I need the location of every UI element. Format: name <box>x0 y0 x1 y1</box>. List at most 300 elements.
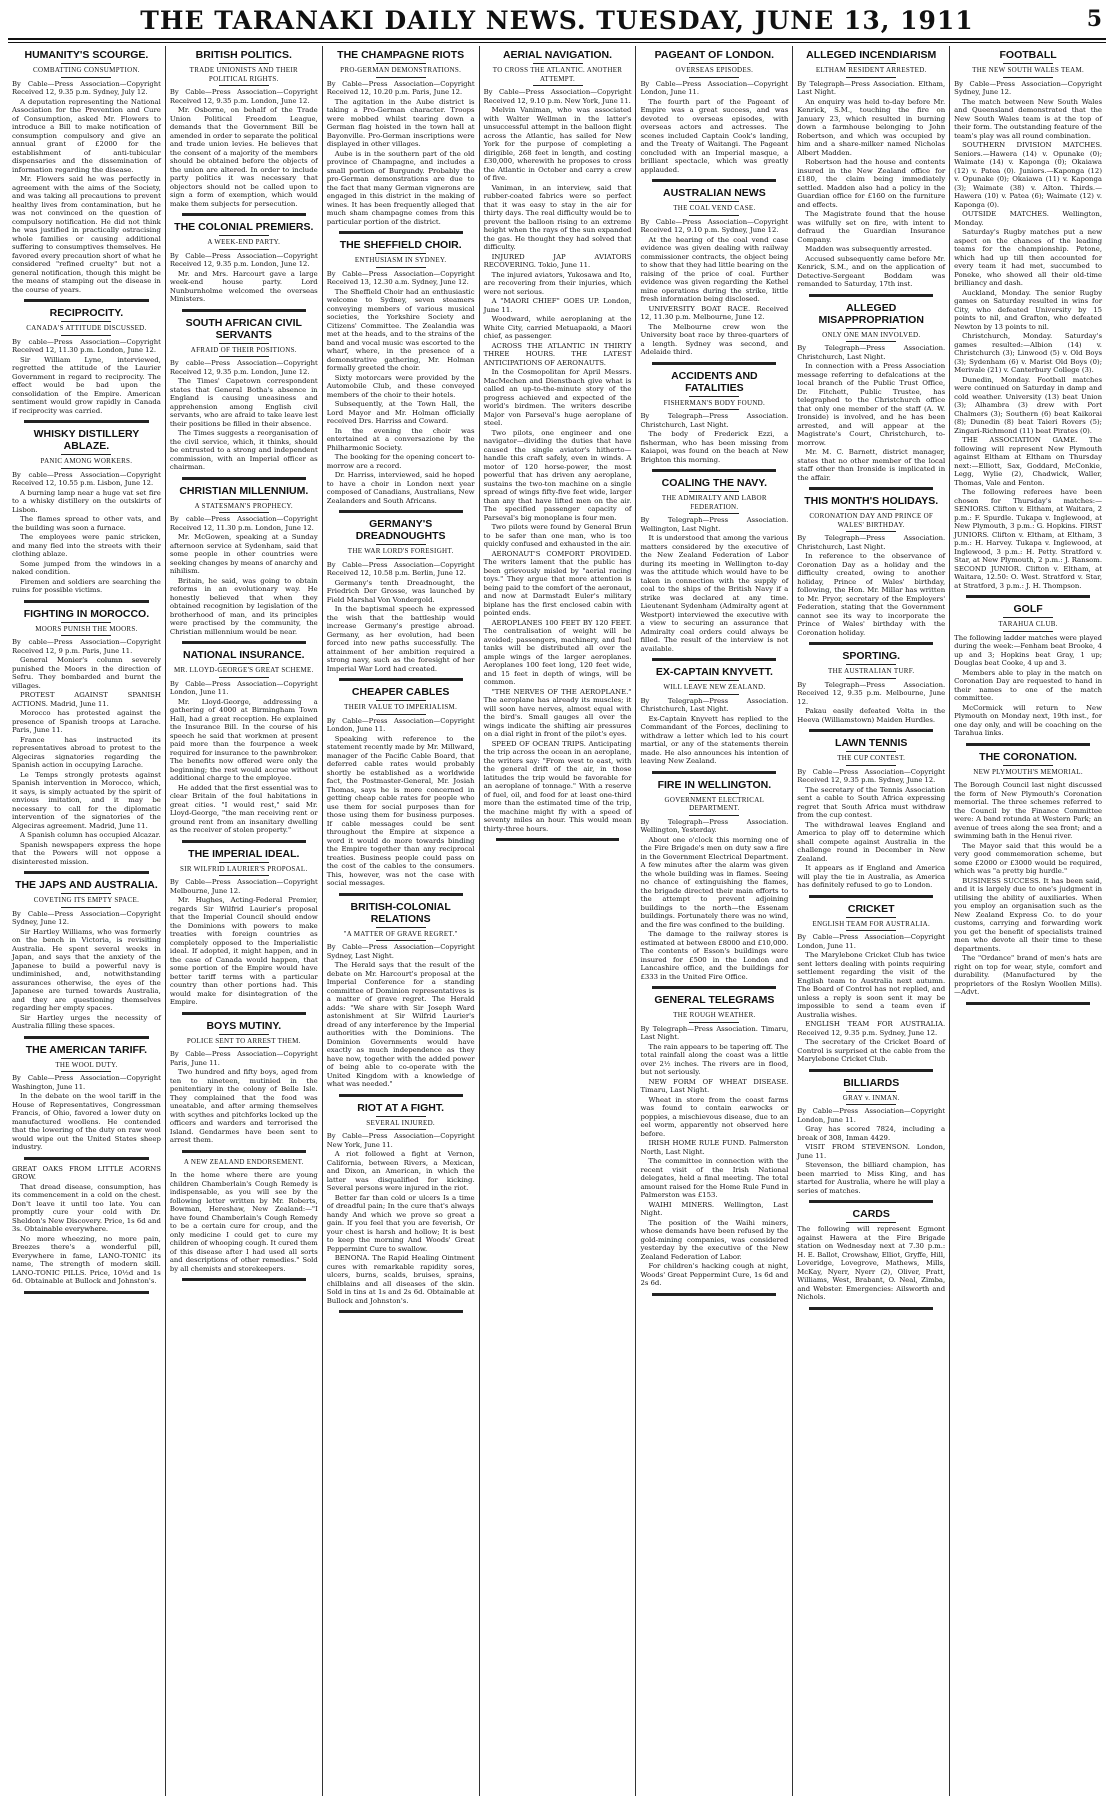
article <box>954 603 1102 738</box>
article-paragraph: In the debate on the wool tariff in the House of Representatives, Congressman Francis, of Ohio, favored a lower duty on manufactured woollens. He contended that the lowering of the duty on raw wool would wipe out the United States sheep industry. <box>12 1092 161 1151</box>
article <box>797 737 945 890</box>
article-headline: THE SHEFFIELD CHOIR. <box>339 239 462 251</box>
article-headline: AERIAL NAVIGATION. <box>502 49 613 61</box>
headline-rule <box>846 63 896 64</box>
dateline: By Telegraph—Press Association. Wellington, Yesterday. <box>640 817 789 834</box>
article-paragraph: The committee in connection with the recent visit of the Irish National delegates, held a final meeting. The total amount raised for the Home Rule Fund in Palmerston was £153. <box>640 1157 789 1199</box>
article-paragraph: Stevenson, the billiard champion, has been married to Miss King, and has started for Australia, where he will play a series of matches. <box>797 1161 946 1195</box>
article-paragraph: For children's hacking cough at night, Woods' Great Peppermint Cure, 1s 6d and 2s 6d. <box>640 1262 789 1287</box>
newspaper-columns <box>8 46 1106 1796</box>
article-paragraph: Dunedin, Monday. Football matches were continued on Saturday in damp and cold weather. University (13) beat Union (3); Alhambra (3) drew with Port Chalmers (3); Southern (6) beat Kaikorai (8); Dunedin (8) beat Taieri Rovers (5); Zingari-Richmond (11) beat Pirates (0). <box>954 375 1103 435</box>
headline-rule <box>1003 617 1053 618</box>
article-paragraph: Dr. Harriss, interviewed, said he hoped to have a choir in London next year composed of Canadians, Australians, New Zealanders and South Africans. <box>326 471 475 505</box>
article-paragraph: Mr. and Mrs. Harcourt gave a large week-end house party. Lord Nunburnholme welcomed the overseas Ministers. <box>169 269 318 303</box>
article-subheading: A NEW ZEALAND ENDORSEMENT. <box>183 1157 304 1166</box>
article-paragraph: Woodward, while aeroplaning at the White City, carried Metuapaoki, a Maori chief, as passenger. <box>483 315 632 340</box>
subheading-rule <box>61 335 111 336</box>
subheading-rule <box>219 85 269 86</box>
article-paragraph: Members able to play in the match on Coronation Day are requested to hand in their names to one of the match committee. <box>954 668 1103 702</box>
masthead-rule <box>8 38 1106 40</box>
article-subheading: PRO-GERMAN DEMONSTRATIONS. <box>340 66 462 74</box>
dateline: The following will represent Egmont against Hawera at the Fire Brigade station on Wednesday next at 7.30 p.m.: H. E. Ballot, Crowshaw, Elliot, Gryffe, Hill, Loveridge, Lovegrove, Mathews, Mills, McKay, Nyerr, Nyerr (2), Oliver, Pratt, Williams, West, Brabant, O. Neal, Zimba, and Webster. Emergencies: Ailsworth and Nichols. <box>797 1225 946 1301</box>
article-paragraph: Mr. Lloyd-George, addressing a gathering of 4000 at Birmingham Town Hall, had a great reception. He explained the Insurance Bill. In the course of his speech he said that workmen at present paid more than the fourpence a week required for insurance to the pawnbroker. The benefits now offered were only the beginning; the rest would accrue without additional charge to the employee. <box>169 697 318 782</box>
headline-rule <box>689 793 739 794</box>
article <box>797 302 945 483</box>
dateline: By Cable—Press Association—Copyright London, June 11. <box>797 933 946 950</box>
headline-rule <box>1003 63 1053 64</box>
article-paragraph: BENONA. The Rapid Healing Ointment cures with remarkable rapidity sores, ulcers, burns, scalds, bruises, sprains, chilblains and all diseases of the skin. Sold in tins at 1s and 2s 6d. Obtainable at Bullock and Johnston's. <box>326 1254 475 1305</box>
headline-rule <box>689 491 739 492</box>
article-subheading: SIR WILFRID LAURIER'S PROPOSAL. <box>180 864 308 873</box>
article-divider <box>24 299 149 302</box>
headline-rule <box>61 1058 111 1059</box>
article-paragraph: The secretary of the Cricket Board of Control is surprised at the cable from the Marylebone Cricket Club. <box>797 1038 946 1063</box>
subheading-rule <box>376 267 426 268</box>
article <box>327 518 475 673</box>
headline-rule <box>689 396 739 397</box>
article <box>797 1077 945 1196</box>
article-paragraph: Vaniman, in an interview, said that rubber-coated fabrics were so perfect that it was easy to stay in the air for thirty days. The real difficulty would be to prevent the balloon rising to an extreme height when the rays of the sun expanded the gas. He thought they had solved that difficulty. <box>483 183 632 251</box>
dateline: By Cable—Press Association—Copyright Paris, June 11. <box>169 1050 318 1067</box>
article-subheading: POLICE SENT TO ARREST THEM. <box>186 1036 301 1045</box>
article-paragraph: Accused subsequently came before Mr. Kenrick, S.M., and on the application of Detective-Sergeant Boddam was remanded to Saturday, 17th inst. <box>797 254 946 288</box>
dateline: By Cable—Press Association—Copyright Sydney, June 12. <box>954 79 1103 96</box>
article-subheading: TRADE UNIONISTS AND THEIR POLITICAL RIGHTS. <box>189 66 298 83</box>
article-paragraph: The rain appears to be tapering off. The total rainfall along the coast was a little over 2½ inches. The rivers are in flood, but not seriously. <box>640 1042 789 1076</box>
article-divider <box>652 362 776 365</box>
article-subheading: ELTHAM RESIDENT ARRESTED. <box>815 66 927 74</box>
headline-rule <box>846 328 896 329</box>
dateline: By Cable—Press Association—Copyright London, June 11. <box>169 679 318 696</box>
article-paragraph: Le Temps strongly protests against Spanish intervention in Morocco, which, it says, is simply actuated by the spirit of envious imitation, and it may be necessary to call for the diplomatic intervention of the signatories of the Algeciras agreement. Madrid, June 11. <box>12 770 161 830</box>
subheading-rule <box>846 930 896 931</box>
article-divider <box>24 1291 149 1294</box>
article-subheading: THE WAR LORD'S FORESIGHT. <box>347 547 454 555</box>
dateline: GREAT OAKS FROM LITTLE ACORNS GROW. <box>12 1164 161 1181</box>
article <box>797 49 945 289</box>
subheading-rule <box>1003 77 1053 78</box>
headline-rule <box>846 751 896 752</box>
subheading-rule <box>376 940 426 941</box>
article-divider <box>24 1157 149 1160</box>
article-headline: BRITISH POLITICS. <box>195 49 292 61</box>
article-headline: THE AMERICAN TARIFF. <box>25 1043 148 1056</box>
headline-rule <box>376 544 426 545</box>
article-subheading: "A MATTER OF GRAVE REGRET." <box>343 929 458 938</box>
dateline: By Telegraph—Press Association. Wellington, Last Night. <box>640 516 789 533</box>
article-paragraph: Sir Hartley Williams, who was formerly on the bench in Victoria, is revisiting Australia. He spent several weeks in Japan, and says that the anxiety of the Japanese to build a powerful navy is undiminished, and, notwithstanding assurances otherwise, the eyes of the Japanese are turned towards Australia, and they are questioning themselves regarding her empty spaces. <box>12 927 161 1012</box>
dateline: By Cable—Press Association—Copyright London, June 11. <box>797 1107 946 1124</box>
article-paragraph: Pakau easily defeated Volta in the Heeva (Williamstown) Maiden Hurdles. <box>797 707 946 724</box>
article-subheading: GRAY v. INMAN. <box>842 1093 900 1102</box>
article-headline: THIS MONTH'S HOLIDAYS. <box>804 495 939 507</box>
article <box>170 317 318 472</box>
article <box>327 686 475 888</box>
article-paragraph: The position of the Waihi miners, whose demands have been refused by the gold-mining companies, was considered yesterday by the executive of the New Zealand Federation of Labor. <box>640 1218 789 1261</box>
subheading-rule <box>846 1104 896 1105</box>
dateline: By Telegraph—Press Association. Timaru, Last Night. <box>640 1024 789 1041</box>
column-5 <box>635 46 792 1796</box>
dateline: By Cable—Press Association—Copyright Sydney, June 12. <box>12 909 161 926</box>
article <box>797 903 945 1064</box>
article-subheading: CANADA'S ATTITUDE DISCUSSED. <box>26 324 147 332</box>
article-subheading: WILL LEAVE NEW ZEALAND. <box>663 683 766 691</box>
article-headline: WHISKY DISTILLERY ABLAZE. <box>33 428 140 452</box>
article-paragraph: The employees were panic stricken, and many fled into the streets with their clothing ablaze. <box>12 533 161 558</box>
subheading-rule <box>689 77 739 78</box>
article-subheading: SEVERAL INJURED. <box>366 1118 435 1127</box>
article-paragraph: AEROPLANES 100 FEET BY 120 FEET. The centralisation of weight will be avoided; passengers, machinery, and fuel tanks will be distributed all over the ample wings of the larger aeroplanes. Aeroplanes 100 feet long, 120 feet wide, and 15 feet in depth of wings, will be common. <box>483 618 632 686</box>
article-paragraph: THE ASSOCIATION GAME. The following will represent New Plymouth against Eltham at Eltham on Thursday next:—Elliott, Sax, Goddard, McConkie, Legg, Wylie (2), Chadwick, Waller, Thomas, Vale and Fenton. <box>954 436 1103 487</box>
article-subheading: COMBATTING CONSUMPTION. <box>33 66 140 74</box>
article-divider <box>809 729 933 732</box>
headline-rule <box>376 253 426 254</box>
article-subheading: THE COAL VEND CASE. <box>673 204 756 212</box>
article-headline: CHRISTIAN MILLENNIUM. <box>179 484 309 497</box>
article-paragraph: Sixty motorcars were provided by the Automobile Club, and these conveyed members of the choir to their hotels. <box>326 373 475 399</box>
article-paragraph: Gray has scored 7824, including a break of 308, Inman 4429. <box>797 1125 946 1142</box>
article-paragraph: Two hundred and fifty boys, aged from ten to nineteen, mutinied in the penitentiary in the colony of Belle Isle. They complained that the food was uneatable, and after arming themselves with scythes and pitchforks locked up the officers and warders and terrorised the Island. Gendarmes have been sent to arrest them. <box>169 1068 318 1144</box>
dateline: By Cable—Press Association—Copyright Received 12, 10.58 p.m. Berlin, June 12. <box>326 560 475 577</box>
article-paragraph: Firemen and soldiers are searching the ruins for possible victims. <box>12 577 161 594</box>
dateline: By Telegraph—Press Association. Christchurch, Last Night. <box>640 412 789 429</box>
article-paragraph: France has instructed its representatives abroad to protest to the Algeciras signatories regarding the Spanish action in occupying Larache. <box>12 735 161 769</box>
article-headline: THE CORONATION. <box>979 750 1077 763</box>
article <box>797 1208 945 1302</box>
column-1 <box>8 46 165 1796</box>
article-paragraph: Aube is in the southern part of the old province of Champagne, and includes a small portion of Burgundy. Probably the pro-German demonstrations are due to the fact that many German vignerons are engaged in this district in the making of wines. It has been frequently alleged that much sham champagne comes from this particular portion of the district. <box>326 149 475 226</box>
article-paragraph: Speaking with reference to the statement recently made by Mr. Millward, manager of the Pacific Cable Board, that deferred cable rates would probably shortly be established as a worldwide fact, the Postmaster-General, Mr. Josiah Thomas, says he is more concerned in getting cheap cable rates for people who use them for social purposes than for those using them for business purposes. If cable messages could be sent throughout the Empire at sixpence a word it would do more towards binding the Empire together than any reciprocal treaties. Business people could pass on the cost of the cables to the consumers. This, however, was not the case with social messages. <box>326 734 475 887</box>
dateline: By cable—Press Association—Copyright Received 12, 11.30 p.m. London, June 12. <box>12 337 161 354</box>
article-paragraph: AERONAUT'S COMFORT PROVIDED. The writers lament that the public has been grievously misled by "aerial racing toys." They argue that more attention is being paid to the comfort of the aeronaut, and now at Darmstadt Euler's military biplane has the first enclosed cabin with pointed ends. <box>483 549 632 617</box>
headline-rule <box>689 680 739 681</box>
dateline: By Cable—Press Association—Copyright Received 12, 9.10 p.m. New York, June 11. <box>483 88 632 105</box>
dateline: By Telegraph—Press Association. Christchurch, Last Night. <box>640 696 789 713</box>
article-divider <box>809 895 933 898</box>
article <box>12 879 161 1031</box>
dateline: By Cable—Press Association—Copyright Sydney, Last Night. <box>326 943 475 960</box>
subheading-rule <box>376 77 426 78</box>
article-subheading: ENTHUSIASM IN SYDNEY. <box>354 256 447 264</box>
article-divider <box>496 838 620 841</box>
article-paragraph: In the Cosmopolitan for April Messrs. MacMechen and Dienstbach give what is called an up-to-the-minute story of the progress achieved and expected of the world's birdmen. The writers describe Major von Parseval's huge aeroplane of steel. <box>483 368 632 427</box>
dateline: By Cable—Press Association—Copyright New York, June 11. <box>326 1132 475 1149</box>
article-headline: GENERAL TELEGRAMS <box>654 994 775 1006</box>
subheading-rule <box>689 215 739 216</box>
subheading-rule <box>219 677 269 678</box>
subheading-rule <box>689 409 739 410</box>
masthead-rule-thin <box>8 42 1106 43</box>
article-paragraph: The secretary of the Tennis Association sent a cable to South Africa expressing regret that South Africa must withdraw from the cup contest. <box>797 785 946 819</box>
dateline: By Cable—Press Association—Copyright London, June 11. <box>326 716 475 733</box>
article <box>797 650 945 724</box>
headline-rule <box>846 917 896 918</box>
headline-rule <box>689 1008 739 1009</box>
article-subheading: TO CROSS THE ATLANTIC. ANOTHER ATTEMPT. <box>492 66 623 83</box>
article-headline: FOOTBALL <box>999 49 1057 61</box>
article-divider <box>652 179 776 182</box>
subheading-rule <box>219 1168 269 1169</box>
dateline: In the home where there are young children Chamberlain's Cough Remedy is indispensable, as you will see by the following letter written by Mr. Roberts, Bowman, Hereshaw, New Zealand:—"I have found Chamberlain's Cough Remedy to be a certain cure for croup, and the only medicine I could get to cure my children of whooping cough. It cured them of this disease after I had used all sorts and descriptions of other remedies." Sold by all chemists and storekeepers. <box>169 1171 318 1273</box>
article-paragraph: Mr. Osborne, on behalf of the Trade Union Political Freedom League, demands that the Government Bill be amended in order to separate the political and trade union levies. He believes that the consent of a majority of the members should be obtained before the objects of the union are altered. In order to include party politics it was necessary that objectors should not be called upon to sign a form of exemption, which would make them subjects for persecution. <box>169 106 318 208</box>
article <box>327 1102 475 1306</box>
article-paragraph: Mr. M. C. Barnett, district manager, states that no other member of the local staff other than Ironside is implicated in the affair. <box>797 448 946 482</box>
article-divider <box>652 986 776 989</box>
article-headline: SOUTH AFRICAN CIVIL SERVANTS <box>185 316 302 341</box>
article-headline: ACCIDENTS AND FATALITIES <box>671 369 758 394</box>
dateline: By Cable—Press Association—Copyright Received 12, 9.35 p.m. London, June 12. <box>169 251 318 268</box>
article-paragraph: Sir William Lyne, interviewed, regretted the attitude of the Laurier Government in regard to reciprocity. The effect would be bad upon the consolidation of the Empire. American sentiment would grow rapidly in Canada if reciprocity was carried. <box>12 355 161 415</box>
headline-rule <box>376 63 426 64</box>
article-paragraph: Two pilots were found by General Brun to be safer than one man, who is too quickly confused and exhausted in the air. <box>483 523 632 548</box>
article-divider <box>966 595 1090 598</box>
article <box>640 666 788 766</box>
article <box>640 49 788 174</box>
article <box>170 485 318 637</box>
article <box>170 848 318 1007</box>
article-paragraph: It is understood that among the various matters considered by the executive of the New Zealand Federation of Labor during its meeting in Wellington to-day was the attitude which would have to be taken in connection with the supply of coal to the ships of the British Navy if a strike was declared at any time. Lieutenant Sydenham (Admiralty agent at Westport) interviewed the executive with a view to securing an assurance that Admiralty coal orders could always be filled. The result of the interview is not available. <box>640 534 789 653</box>
article-divider <box>652 469 776 472</box>
article <box>170 49 318 208</box>
article-divider <box>966 1002 1090 1005</box>
headline-rule <box>61 893 111 894</box>
article <box>170 649 318 835</box>
column-2 <box>165 46 322 1796</box>
article-paragraph: The fourth part of the Pageant of Empire was a great success, and was devoted to overseas episodes, with overseas actors and actresses. The scenes included Captain Cook's landing, and the Treaty of Waitangi. The Pageant concluded with an Imperial masque, a brilliant spectacle, which was greatly applauded. <box>640 97 789 174</box>
subheading-rule <box>61 907 111 908</box>
article-paragraph: Melvin Vaniman, who was associated with Walter Wellman in the latter's unsuccessful attempt in the balloon flight across the Atlantic, has sailed for New York for the purpose of completing a dirigible, 268 feet in length, and costing £30,000, wherewith he proposes to cross the Atlantic in October and carry a crew of five. <box>483 106 632 182</box>
article-divider <box>339 231 463 234</box>
article-paragraph: The body of Frederick Ezzi, a fisherman, who has been missing from Kaiapoi, was found on the beach at New Brighton this morning. <box>640 430 789 464</box>
headline-rule <box>61 454 111 455</box>
article-divider <box>339 678 463 681</box>
article-subheading: A WEEK-END PARTY. <box>207 238 281 246</box>
article-paragraph: The flames spread to other vats, and the building was soon a furnace. <box>12 515 161 532</box>
article-headline: CARDS <box>852 1208 890 1220</box>
article-paragraph: BUSINESS SUCCESS. It has been said, and it is largely due to one's judgment in utilising the ability of auxiliaries. When you employ an organisation such as the New Zealand Express Co. to do your customs, carrying and forwarding work you get the benefit of specialists trained men who devote all their time to these departments. <box>954 876 1103 953</box>
article-subheading: THE WOOL DUTY. <box>55 1060 118 1069</box>
subheading-rule <box>376 714 426 715</box>
article-subheading: PANIC AMONG WORKERS. <box>40 457 133 465</box>
article-headline: FIGHTING IN MOROCCO. <box>23 607 150 620</box>
dateline: By Cable—Press Association—Copyright Melbourne, June 12. <box>169 878 318 895</box>
article-paragraph: The booking for the opening concert to-morrow are a record. <box>326 453 475 470</box>
article-headline: ALLEGED MISAPPROPRIATION <box>818 301 924 326</box>
headline-rule <box>689 201 739 202</box>
dateline: By Cable—Press Association—Copyright Received 13, 12.30 a.m. Sydney, June 12. <box>326 269 475 286</box>
article <box>170 1158 318 1274</box>
article <box>12 428 161 595</box>
article <box>327 901 475 1089</box>
article <box>12 49 161 294</box>
headline-rule <box>219 663 269 664</box>
article-paragraph: INJURED JAP AVIATORS RECOVERING. Tokio, June 11. <box>483 252 632 269</box>
article-paragraph: A "MAORI CHIEF" GOES UP. London, June 11. <box>483 297 632 314</box>
column-3 <box>322 46 479 1796</box>
article-divider <box>809 642 933 645</box>
subheading-rule <box>376 1129 426 1130</box>
article-paragraph: About one o'clock this morning one of the Fire Brigade's men on duty saw a fire in the Government Electrical Department. A few minutes after the alarm was given the whole building was in flames. Seeing no chance of extinguishing the flames, the brigade directed their main efforts to the attempt to prevent adjoining buildings to the north—the Essenam buildings. Fortunately there was no wind, and the fire was confined to the building. <box>640 835 789 929</box>
article-paragraph: IRISH HOME RULE FUND. Palmerston North, Last Night. <box>640 1139 789 1156</box>
article-paragraph: That dread disease, consumption, has its commencement in a cold on the chest. Don't leave it until too late. You can promptly cure your cold with Dr. Sheldon's New Discovery. Price, 1s 6d and 3s. Obtainable everywhere. <box>12 1182 161 1233</box>
article-headline: COALING THE NAVY. <box>661 477 768 489</box>
article-divider <box>182 1150 306 1153</box>
article <box>12 608 161 867</box>
article-paragraph: The agitation in the Aube district is taking a Pro-German character. Troops were mobbed whilst tearing down a German flag hoisted in the town hall at Bayonville. Pro-German inscriptions were displayed in other villages. <box>326 97 475 148</box>
article-paragraph: PROTEST AGAINST SPANISH ACTIONS. Madrid, June 11. <box>12 691 161 708</box>
article-divider <box>182 840 306 843</box>
article-paragraph: The injured aviators, Yukosawa and Ito, are recovering from their injuries, which were not serious. <box>483 270 632 296</box>
headline-rule <box>61 63 111 64</box>
article-headline: BRITISH-COLONIAL RELATIONS <box>350 900 451 925</box>
article-subheading: FISHERMAN'S BODY FOUND. <box>663 398 766 407</box>
dateline: By cable—Press Association—Copyright Received 12, 10.55 p.m. Lisbon, June 12. <box>12 470 161 487</box>
article-headline: BILLIARDS <box>843 1076 900 1089</box>
subheading-rule <box>1003 631 1053 632</box>
article-headline: RIOT AT A FIGHT. <box>357 1101 444 1114</box>
article-subheading: AFRAID OF THEIR POSITIONS. <box>190 345 297 354</box>
headline-rule <box>846 1222 896 1223</box>
article-headline: THE JAPS AND AUSTRALIA. <box>15 879 158 891</box>
masthead <box>0 0 1114 40</box>
article <box>797 495 945 637</box>
headline-rule <box>846 664 896 665</box>
article-paragraph: OUTSIDE MATCHES. Wellington, Monday. <box>954 210 1103 227</box>
headline-rule <box>219 862 269 863</box>
dateline: By Cable—Press Association—Copyright Received 12, 9.35 p.m. Sydney, June 12. <box>797 767 946 784</box>
article-paragraph: A deputation representing the National Association for the Prevention and Cure of Consumption, asked Mr. Flowers to introduce a Bill to make notification of consumption compulsory and give an annual grant of £2000 for the establishment of anti-tubicular dispensaries and the dissemination of information regarding the disease. <box>12 97 161 174</box>
article-divider <box>339 510 463 513</box>
headline-rule <box>376 700 426 701</box>
article-divider <box>966 743 1090 746</box>
article <box>170 1020 318 1145</box>
headline-rule <box>219 343 269 344</box>
article-paragraph: "THE NERVES OF THE AEROPLANE." The aeroplane has already its muscles; it will soon have nerves, almost equal with the bird's. Small gauges all over the wings indicate the shifting air pressures on a dial right in front of the pilot's eyes. <box>483 687 632 738</box>
article-divider <box>24 600 149 603</box>
headline-rule <box>61 622 111 623</box>
article-paragraph: SPEED OF OCEAN TRIPS. Anticipating the trip across the ocean in an aeroplane, the writers say: "From west to east, with the general drift of the air, in those latitudes the trip would be favorable for an aeroplane of tonnage." With a reserve of fuel, oil, and food for at least one-third more than the estimated time of the trip, the machine might fly with a speed of seventy miles an hour. This would mean thirty-three hours. <box>483 739 632 833</box>
article-paragraph: An enquiry was held to-day before Mr. Kenrick, S.M., touching the fire on January 23, which resulted in burning down a farmhouse belonging to John Robertson, and which was occupied by him and a share-milker named Nicholas Albert Madden. <box>797 97 946 157</box>
article-paragraph: It appears as if England and America will play the tie in Australia, as America has definitely refused to go to London. <box>797 864 946 889</box>
article-paragraph: The Melbourne crew won the University boat race by three-quarters of a length. Sydney was second, and Adelaide third. <box>640 322 789 356</box>
subheading-rule <box>61 468 111 469</box>
article-paragraph: The Herald says that the result of the debate on Mr. Harcourt's proposal at the Imperial Conference for a standing committee of Dominion representatives is a matter of grave regret. The Herald adds: "We share with Sir Joseph Ward astonishment at Sir Wilfrid Laurier's dread of any interference by the Imperial authorities with the Dominions. The Dominion Governments would have exactly as much independence as they have now, together with the added power of being able to co-operate with the United Kingdom with a knowledge of what was needed." <box>326 961 475 1088</box>
article-paragraph: Morocco has protested against the presence of Spanish troops at Larache. Paris, June 11. <box>12 709 161 734</box>
article-divider <box>339 893 463 896</box>
article-divider <box>182 641 306 644</box>
article-headline: PAGEANT OF LONDON. <box>654 49 775 61</box>
article-headline: SPORTING. <box>842 650 901 662</box>
dateline: The Borough Council last night discussed the form of New Plymouth's Coronation memorial. The three schemes referred to the Council by the Finance Committee were: A band rotunda at Western Park; an avenue of trees along the sea front; and a swimming bath in the Henui river. <box>954 781 1103 840</box>
article-divider <box>809 1069 933 1072</box>
article-paragraph: Mr. Flowers said he was perfectly in agreement with the aims of the Society, and was taking all precautions to prevent healthy lives from contamination, but he was not convinced on the question of compulsory notification. He did not think he was justified in practically ostracising whole families or causing additional suffering to consumptives themselves. He favored every precaution short of what he considered "refined cruelty" but not a general notification, though this might be the means of stamping out the disease in the course of years. <box>12 175 161 294</box>
article-paragraph: Spanish newspapers express the hope that the Powers will not oppose a disinterested mission. <box>12 840 161 866</box>
article-subheading: THEIR VALUE TO IMPERIALISM. <box>344 703 458 711</box>
article-subheading: ONLY ONE MAN INVOLVED. <box>822 330 921 339</box>
article <box>640 994 788 1288</box>
article-paragraph: In connection with a Press Association message referring to defalcations at the local branch of the Public Trust Office, Dr. Fitchett, Public Trustee, has telegraphed to the Christchurch office that only one member of the staff (A. W. Ironside) is involved, and he has been arrested, and will appear at the Magistrate's Court, Christchurch, to-morrow. <box>797 362 946 447</box>
article-divider <box>809 1200 933 1203</box>
subheading-rule <box>1003 778 1053 779</box>
article-paragraph: ACROSS THE ATLANTIC IN THIRTY THREE HOURS. THE LATEST ANTICIPATIONS OF AERONAUTS. <box>483 341 632 367</box>
article-paragraph: General Monier's column severely punished the Moors in the direction of Sefru. They bombarded and burnt the villages. <box>12 656 161 690</box>
article-subheading: THE ROUGH WEATHER. <box>673 1011 756 1019</box>
dateline: By Cable—Press Association—Copyright Washington, June 11. <box>12 1074 161 1091</box>
article-paragraph: The withdrawal leaves England and America to play off to determine which shall compete against Australia in the challenge round in December in New Zealand. <box>797 820 946 863</box>
subheading-rule <box>846 77 896 78</box>
article-paragraph: In reference to the observance of Coronation Day as a holiday and the difficulty created, owing to another holiday, Prince of Wales' birthday, following, the Hon. Mr. Millar has written to Mr. Pryor, secretary of the Employers' Federation, stating that the Government cannot see its way to incorporate the Prince of Wales' birthday with the Coronation holiday. <box>797 552 946 637</box>
article-headline: GOLF <box>1013 603 1043 615</box>
column-7 <box>949 46 1106 1796</box>
article-paragraph: A Spanish column has occupied Alcazar. <box>20 831 161 839</box>
article-paragraph: A burning lamp near a huge vat set fire to a whisky distillery on the outskirts of Lisbon. <box>12 488 161 514</box>
article-subheading: THE ADMIRALTY AND LABOR FEDERATION. <box>661 494 767 511</box>
article-paragraph: The Mayor said that this would be a very good commemoration scheme, but some £2000 or £3000 would be required, which was "a pretty big hurdle." <box>954 841 1103 875</box>
article-paragraph: Robertson had the house and contents insured in the New Zealand office for £180, the claim being immediately settled. Madden also had a policy in the Guardian office for £160 on the furniture and effects. <box>797 158 946 209</box>
article-divider <box>809 1307 933 1310</box>
article-divider <box>652 658 776 661</box>
article-paragraph: NEW FORM OF WHEAT DISEASE. Timaru, Last Night. <box>640 1077 789 1094</box>
article-paragraph: Wheat in store from the coast farms was found to contain earwocks or poppies, a mischievous disease, due to an eel worm, apparently not observed here before. <box>640 1095 789 1138</box>
article-paragraph: The damage to the railway stores is estimated at between £8000 and £10,000. The contents of Esson's buildings were insured for £500 in the London and Lancashire office, and the buildings for £333 in the United Fire Office. <box>640 930 789 981</box>
headline-rule <box>219 235 269 236</box>
article-subheading: MOORS PUNISH THE MOORS. <box>35 624 138 633</box>
article-subheading: ENGLISH TEAM FOR AUSTRALIA. <box>812 919 931 928</box>
article-subheading: A STATESMAN'S PROPHECY. <box>194 501 293 510</box>
article-paragraph: ENGLISH TEAM FOR AUSTRALIA. Received 12, 9.35 p.m. Sydney, June 12. <box>797 1020 946 1037</box>
dateline: By Telegraph—Press Association. Received 12, 9.35 p.m. Melbourne, June 12. <box>797 680 946 706</box>
dateline: By cable—Press Association—Copyright Received 12, 9 p.m. Paris, June 11. <box>12 638 161 655</box>
article-subheading: MR. LLOYD-GEORGE'S GREAT SCHEME. <box>173 666 314 674</box>
dateline: By Telegraph—Press Association. Christchurch, Last Night. <box>797 344 946 361</box>
article-paragraph: Sir Hartley urges the necessity of Australia filling these spaces. <box>12 1013 161 1030</box>
article-headline: HUMANITY'S SCOURGE. <box>24 49 149 61</box>
article-paragraph: No more wheezing, no more pain, Breezes there's a wonderful pill, Everywhere in fame, LANO-TONIC its name, The strength of modern skill. LANO-TONIC PILLS. Price, 10½d and 1s 6d. Obtainable at Bullock and Johnston's. <box>12 1234 161 1285</box>
article-divider <box>182 1012 306 1015</box>
article <box>327 239 475 505</box>
article-headline: FIRE IN WELLINGTON. <box>657 778 772 791</box>
article-headline: RECIPROCITY. <box>49 307 124 319</box>
article-subheading: THE CUP CONTEST. <box>837 754 906 762</box>
article-paragraph: WAIHI MINERS. Wellington, Last Night. <box>640 1200 789 1217</box>
subheading-rule <box>846 341 896 342</box>
article-paragraph: The match between New South Wales and Queensland demonstrated that the New South Wales team is at the top of their form. The outstanding feature of the team's play was all round combination. <box>954 97 1103 140</box>
article-headline: THE CHAMPAGNE RIOTS <box>337 49 465 61</box>
article-paragraph: Germany's tenth Dreadnought, the Friedrich Der Grosse, was launched by Field Marshal Von Vondergold. <box>326 578 475 604</box>
article-headline: BOYS MUTINY. <box>206 1019 282 1032</box>
article-paragraph: UNIVERSITY BOAT RACE. Received 12, 11.30 p.m. Melbourne, June 12. <box>640 304 789 321</box>
dateline: By Cable—Press Association—Copyright Received 12, 9.35 p.m. London, June 12. <box>169 88 318 105</box>
article-paragraph: The Magistrate found that the house was wilfully set on fire, with intent to defraud the Guardian Insurance Company. <box>797 210 946 244</box>
headline-rule <box>846 509 896 510</box>
article <box>12 1165 161 1286</box>
article <box>327 49 475 226</box>
subheading-rule <box>219 875 269 876</box>
article <box>640 370 788 465</box>
article-headline: EX-CAPTAIN KNYVETT. <box>655 666 773 678</box>
article <box>640 477 788 653</box>
dateline: By Cable—Press Association—Copyright Received 12, 9.10 p.m. Sydney, June 12. <box>640 217 789 234</box>
newspaper-title: THE TARANAKI DAILY NEWS. TUESDAY, JUNE 13, 1911 <box>140 6 974 35</box>
article <box>484 49 632 833</box>
column-4 <box>479 46 636 1796</box>
headline-rule <box>219 63 269 64</box>
headline-rule <box>846 1091 896 1092</box>
headline-rule <box>533 63 583 64</box>
article-divider <box>182 477 306 480</box>
article-paragraph: The Times' Capetown correspondent states that General Botha's absence in England is causing uneasiness and apprehension among English civil servants, who are afraid to take leave lest their positions be filled in their absence. <box>169 377 318 428</box>
article-paragraph: A riot followed a fight at Vernon, California, between Rivers, a Mexican, and Dixon, an American, in which the latter was disqualified for kicking. Several persons were injured in the riot. <box>326 1150 475 1192</box>
